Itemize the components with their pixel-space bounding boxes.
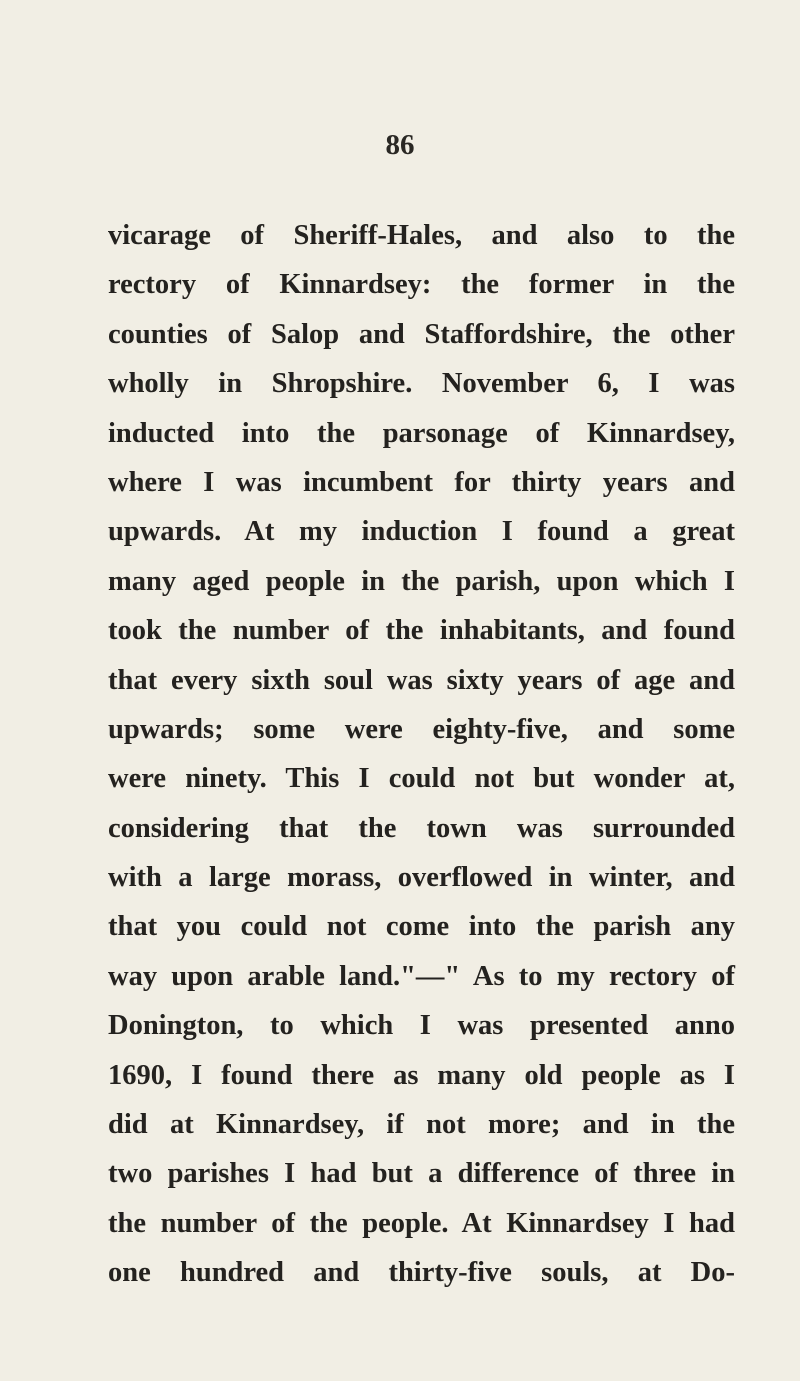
text-line: counties of Salop and Staffordshire, the other [108, 318, 735, 350]
text-line: many aged people in the parish, upon which I [108, 565, 735, 597]
text-line: the number of the people. At Kinnardsey I had [108, 1207, 735, 1239]
text-line: inducted into the parsonage of Kinnardsey, [108, 417, 735, 449]
text-line: upwards; some were eighty-five, and some [108, 713, 735, 745]
text-line: did at Kinnardsey, if not more; and in the [108, 1109, 735, 1141]
text-line: were ninety. This I could not but wonder at, [108, 763, 735, 795]
text-line: two parishes I had but a difference of three in [108, 1158, 735, 1190]
text-line: upwards. At my induction I found a great [108, 516, 735, 548]
text-line: where I was incumbent for thirty years and [108, 466, 735, 498]
page-number: 86 [385, 129, 415, 161]
text-line: with a large morass, overflowed in winter, and [108, 862, 735, 894]
text-line: 1690, I found there as many old people as I [108, 1059, 735, 1091]
text-line: way upon arable land."—" As to my rectory of [108, 960, 735, 992]
text-line: considering that the town was surrounded [108, 812, 735, 844]
text-line: wholly in Shropshire. November 6, I was [108, 368, 735, 400]
text-line: rectory of Kinnardsey: the former in the [108, 269, 735, 301]
text-line: that every sixth soul was sixty years of age and [108, 664, 735, 696]
text-line: Donington, to which I was presented anno [108, 1010, 735, 1042]
body-text [108, 211, 735, 1298]
text-line: took the number of the inhabitants, and found [108, 615, 735, 647]
text-line: one hundred and thirty-five souls, at Do- [108, 1257, 735, 1289]
text-line: that you could not come into the parish any [108, 911, 735, 943]
text-line: vicarage of Sheriff-Hales, and also to the [108, 220, 735, 251]
